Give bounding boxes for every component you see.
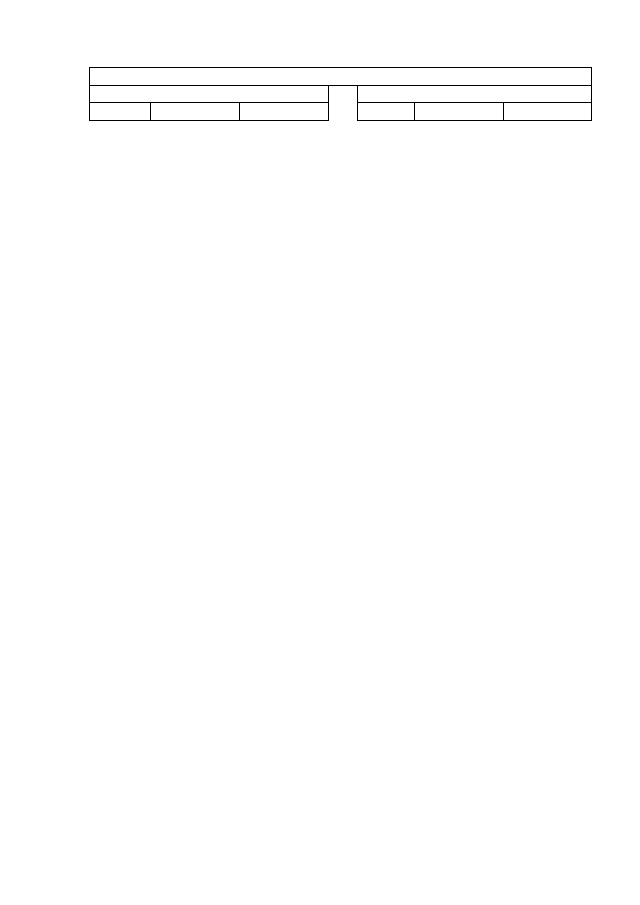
col-header-num-left — [90, 103, 151, 121]
left-zone-header — [90, 85, 329, 103]
spacer — [329, 85, 358, 103]
spacer — [329, 103, 358, 121]
col-header-y-left — [239, 103, 328, 121]
coordinates-table — [89, 67, 592, 121]
right-zone-header — [357, 85, 591, 103]
col-header-y-right — [503, 103, 591, 121]
section-title-row — [90, 68, 592, 86]
col-header-num-right — [357, 103, 414, 121]
col-header-x-left — [150, 103, 239, 121]
col-header-x-right — [415, 103, 503, 121]
section-title — [90, 68, 592, 86]
column-header-row — [90, 103, 592, 121]
zone-header-row — [90, 85, 592, 103]
section-header — [90, 68, 592, 121]
